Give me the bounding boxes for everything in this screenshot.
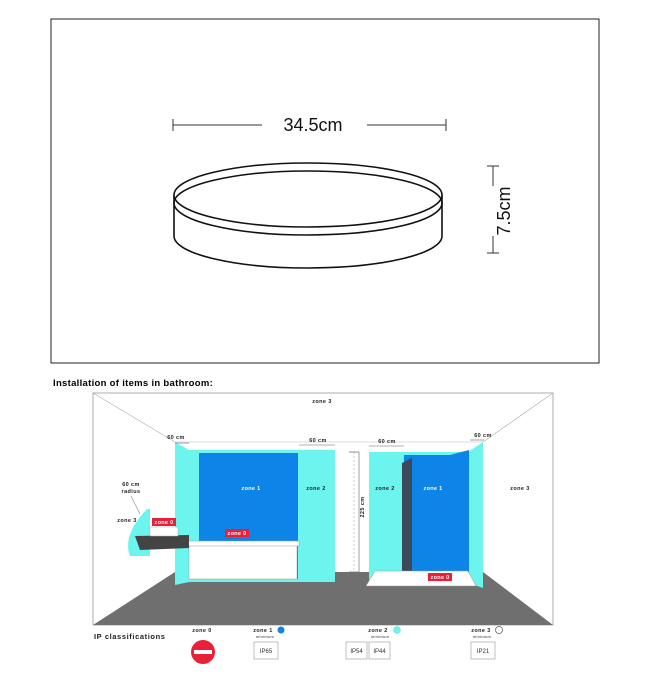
legend-zone2-ip-b: IP44 bbox=[373, 649, 386, 655]
svg-text:zone 0: zone 0 bbox=[227, 531, 247, 537]
width-label: 34.5cm bbox=[283, 115, 343, 135]
left-zone2-strip bbox=[175, 442, 189, 585]
bathroom-room bbox=[93, 393, 553, 625]
legend-zone3-min: minimum bbox=[472, 634, 492, 639]
legend-zone1-label: zone 1 bbox=[253, 628, 273, 634]
bathtub bbox=[187, 541, 299, 579]
dim-mid-60a: 60 cm bbox=[309, 438, 327, 444]
legend-zone3-label: zone 3 bbox=[471, 628, 491, 634]
legend-zone0-label: zone 0 bbox=[192, 628, 212, 634]
dim-radius-b: radius bbox=[121, 489, 141, 495]
svg-text:zone 0: zone 0 bbox=[430, 575, 450, 581]
legend-zone3-ip: IP21 bbox=[476, 649, 490, 655]
zone1-right-label: zone 1 bbox=[423, 486, 443, 492]
zone1-color-dot bbox=[278, 627, 285, 634]
zone3-color-dot bbox=[496, 627, 503, 634]
no-entry-icon bbox=[191, 640, 215, 664]
zone3-top-label: zone 3 bbox=[312, 399, 332, 405]
dim-left-60: 60 cm bbox=[167, 435, 185, 441]
zone0-bath-badge bbox=[225, 529, 249, 537]
shower-glass-panel bbox=[402, 458, 412, 580]
ip-classifications-title: IP classifications bbox=[94, 632, 166, 641]
zone3-left-label: zone 3 bbox=[117, 518, 137, 524]
right-zone1-strip bbox=[450, 450, 469, 580]
installation-heading: Installation of items in bathroom: bbox=[53, 378, 214, 389]
legend-zone1-ip: IP65 bbox=[259, 649, 273, 655]
zone3-right-label: zone 3 bbox=[510, 486, 530, 492]
legend-zone1-min: minimum bbox=[255, 634, 275, 639]
dim-mid-60b: 60 cm bbox=[378, 439, 396, 445]
zone0-basin-badge bbox=[152, 518, 176, 526]
legend-zone2-ip-a: IP54 bbox=[350, 649, 363, 655]
height-label: 7.5cm bbox=[494, 186, 514, 236]
zone0-shower-badge bbox=[428, 573, 452, 581]
dim-radius-a: 60 cm bbox=[122, 482, 140, 488]
svg-text:zone 0: zone 0 bbox=[154, 520, 174, 526]
dim-height-225: 225 cm bbox=[360, 496, 366, 518]
legend-zone2-label: zone 2 bbox=[368, 628, 388, 634]
zone2-color-dot bbox=[394, 627, 401, 634]
zone2-right-label: zone 2 bbox=[375, 486, 395, 492]
zone2-left-label: zone 2 bbox=[306, 486, 326, 492]
zone1-left-label: zone 1 bbox=[241, 486, 261, 492]
legend-zone2-min: minimum bbox=[370, 634, 390, 639]
shower-tray bbox=[366, 571, 476, 586]
right-zone2-strip bbox=[468, 442, 483, 588]
ceiling-lamp-outline bbox=[174, 163, 442, 268]
dim-right-60: 60 cm bbox=[474, 433, 492, 439]
